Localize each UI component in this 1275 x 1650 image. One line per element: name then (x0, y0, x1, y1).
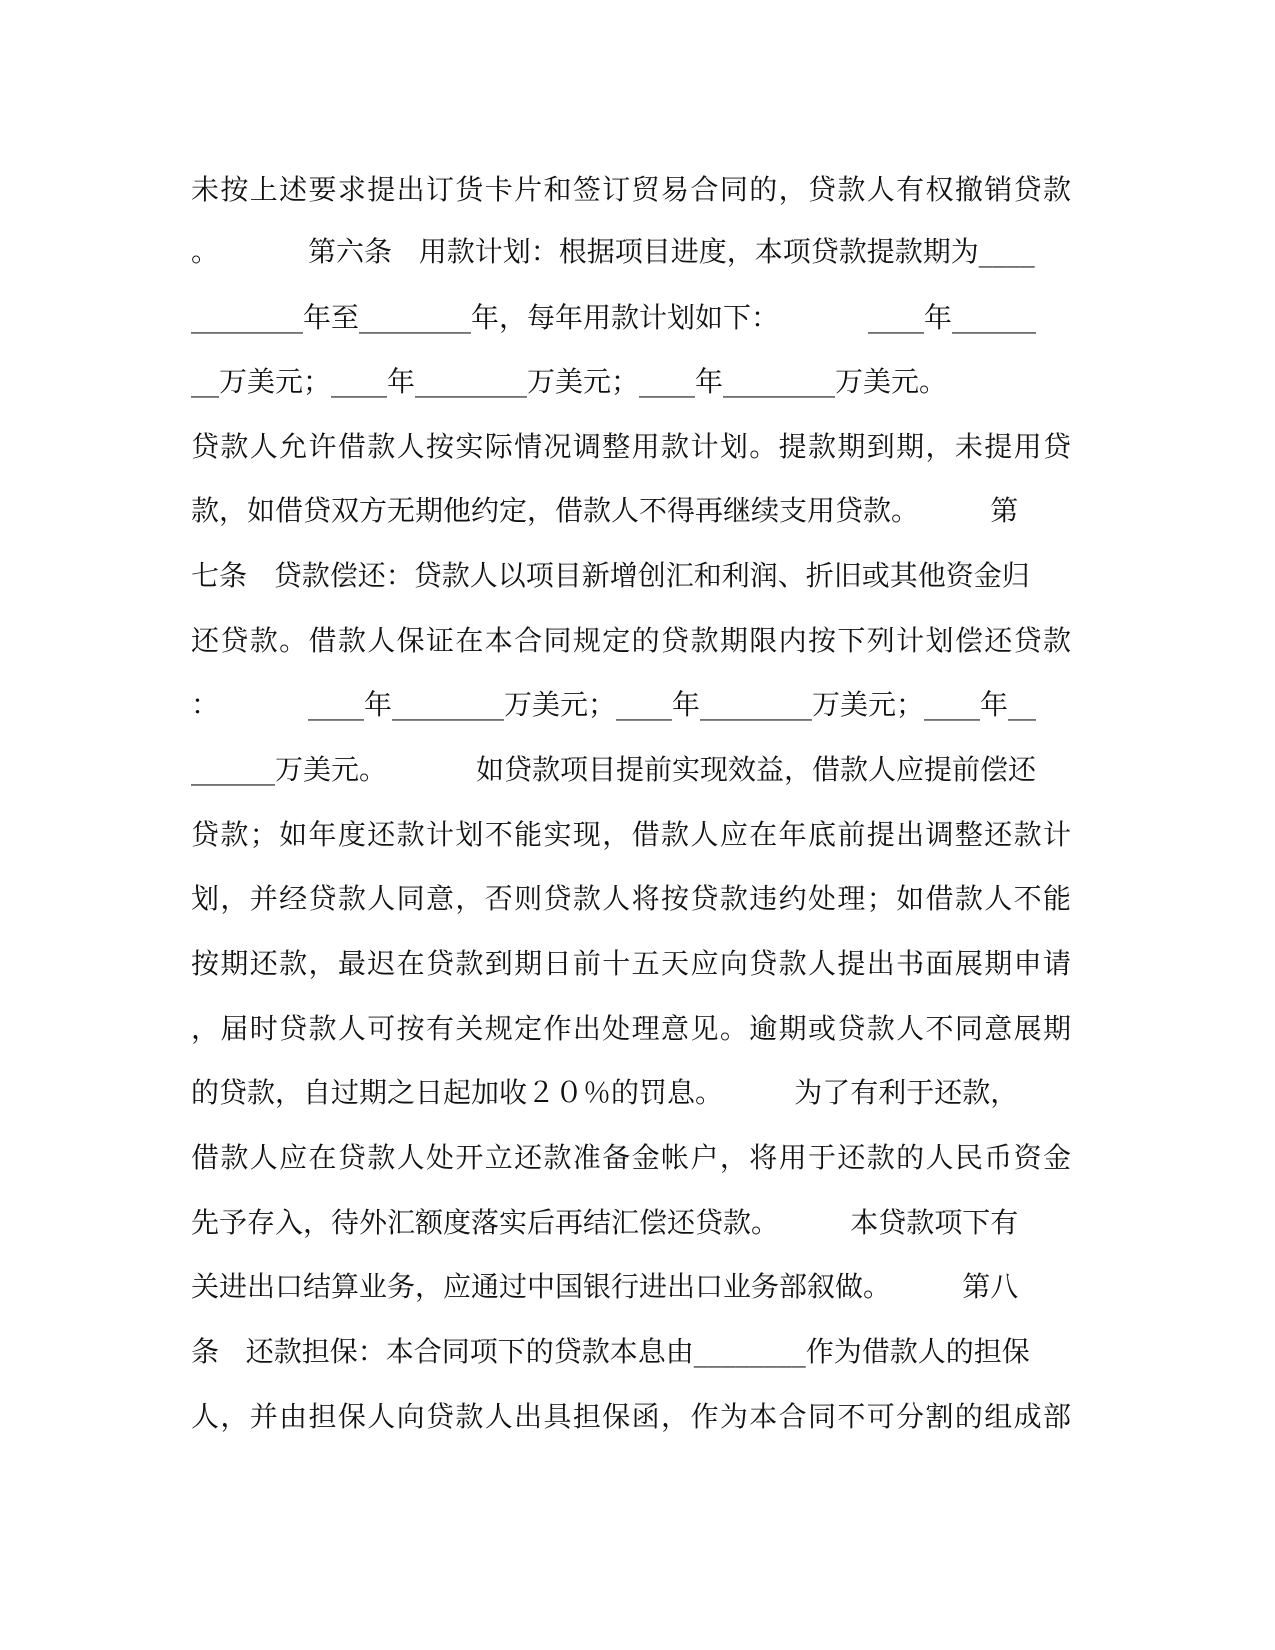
text-line: 款，如借贷双方无期他约定，借款人不得再继续支用贷款。 第 (191, 494, 1019, 527)
text-line: 贷款人允许借款人按实际情况调整用款计划。提款期到期，未提用贷 (191, 430, 1071, 463)
text-line: 先予存入，待外汇额度落实后再结汇偿还贷款。 本贷款项下有 (191, 1206, 1019, 1239)
text-line: __万美元；____年________万美元；____年________万美元。 (191, 365, 948, 398)
text-line: 按期还款，最迟在贷款到期日前十五天应向贷款人提出书面展期申请 (191, 947, 1071, 980)
text-line: ： ____年________万美元；____年________万美元；____年__ (191, 688, 1037, 721)
text-line: ，届时贷款人可按有关规定作出处理意见。逾期或贷款人不同意展期 (191, 1012, 1071, 1045)
text-line: 人，并由担保人向贷款人出具担保函，作为本合同不可分割的组成部 (191, 1400, 1071, 1433)
text-line: 。 第六条 用款计划：根据项目进度，本项贷款提款期为____ (191, 235, 1035, 268)
text-line: 关进出口结算业务，应通过中国银行进出口业务部叙做。 第八 (191, 1270, 1019, 1303)
text-line: 借款人应在贷款人处开立还款准备金帐户，将用于还款的人民币资金 (191, 1141, 1071, 1174)
text-line: 划，并经贷款人同意，否则贷款人将按贷款违约处理；如借款人不能 (191, 882, 1071, 915)
text-line: 还贷款。借款人保证在本合同规定的贷款期限内按下列计划偿还贷款 (191, 624, 1071, 657)
text-line: 条 还款担保：本合同项下的贷款本息由________作为借款人的担保 (191, 1335, 1030, 1368)
text-line: 未按上述要求提出订货卡片和签订贸易合同的，贷款人有权撤销贷款 (191, 173, 1071, 206)
text-line: 的贷款，自过期之日起加收２０％的罚息。 为了有利于还款， (191, 1076, 1019, 1109)
text-line: ______万美元。 如贷款项目提前实现效益，借款人应提前偿还 (191, 753, 1037, 786)
text-line: 贷款；如年度还款计划不能实现，借款人应在年底前提出调整还款计 (191, 818, 1071, 851)
text-line: ________年至________年，每年用款计划如下： ____年______ (191, 301, 1037, 334)
text-line: 七条 贷款偿还：贷款人以项目新增创汇和利润、折旧或其他资金归 (191, 559, 1030, 592)
